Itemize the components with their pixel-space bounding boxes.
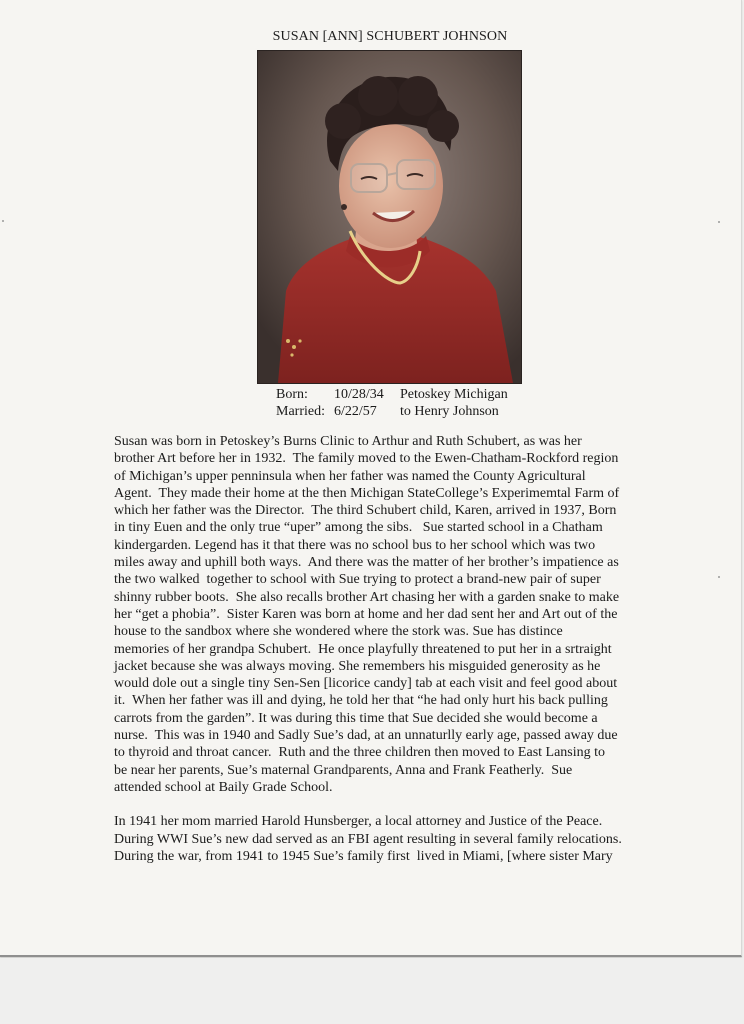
text-line: of Michigan’s upper penninsula when her father was named the County Agricultural xyxy=(114,468,586,484)
text-line: which her father was the Director. The third Schubert child, Karen, arrived in 1937, Born xyxy=(114,503,617,519)
text-line: carrots from the garden”. It was during this time that Sue decided she would become a xyxy=(114,710,598,726)
portrait-photo xyxy=(257,50,522,384)
text-line: attended school at Baily Grade School. xyxy=(114,779,333,795)
text-line: be near her parents, Sue’s maternal Grandparents, Anna and Frank Featherly. Sue xyxy=(114,762,573,778)
text-line: would dole out a single tiny Sen-Sen [licorice candy] tab at each visit and feel good about xyxy=(114,676,618,692)
fact-born xyxy=(276,386,508,403)
text-line: jacket because she was always moving. She remembers his misguided generosity as he xyxy=(114,658,601,674)
text-line: shinny rubber boots. She also recalls brother Art chasing her with a garden snake to make xyxy=(114,589,620,605)
text-line: Agent. They made their home at the then Michigan StateCollege’s Experimemtal Farm of xyxy=(114,485,620,501)
text-line: In 1941 her mom married Harold Hunsberger, a local attorney and Justice of the Peace. xyxy=(114,814,603,830)
text-line: memories of her grandpa Schubert. He once playfully threatened to put her in a srtraight xyxy=(114,641,612,657)
text-line: brother Art before her in 1932. The family moved to the Ewen-Chatham-Rockford region xyxy=(114,451,619,467)
scan-speck xyxy=(718,576,720,578)
fact-label: Married: xyxy=(276,404,325,419)
fact-date: 6/22/57 xyxy=(334,404,377,419)
fact-label: Born: xyxy=(276,387,308,402)
paragraph-2 xyxy=(114,813,654,865)
text-line: miles away and uphill both ways. And there was the matter of her brother’s impatience as xyxy=(114,555,619,571)
text-line: it. When her father was ill and dying, he told her that “he had only hurt his back pulling xyxy=(114,693,608,709)
paragraph-1 xyxy=(114,433,654,796)
page-title: SUSAN [ANN] SCHUBERT JOHNSON xyxy=(272,29,508,44)
text-line: in tiny Euen and the only true “uper” among the sibs. Sue started school in a Chatham xyxy=(114,520,603,536)
text-line: to thyroid and throat cancer. Ruth and the three children then moved to East Lansing to xyxy=(114,745,606,761)
scanner-bed xyxy=(0,958,744,1024)
text-line: Susan was born in Petoskey’s Burns Clinic to Arthur and Ruth Schubert, as was her xyxy=(114,434,582,449)
vital-facts xyxy=(276,386,508,420)
biography-text xyxy=(114,433,654,865)
text-line: During the war, from 1941 to 1945 Sue’s family first lived in Miami, [where sister Mary xyxy=(114,848,613,864)
text-line: During WWI Sue’s new dad served as an FBI agent resulting in several family relocations. xyxy=(114,831,622,847)
text-line: the two walked together to school with Sue trying to protect a brand-new pair of super xyxy=(114,572,601,588)
text-line: nurse. This was in 1940 and Sadly Sue’s dad, at an unnaturlly early age, passed away due xyxy=(114,728,618,744)
scan-speck xyxy=(718,221,720,223)
scan-speck xyxy=(2,220,4,222)
text-line: kindergarden. Legend has it that there was no school bus to her school which was two xyxy=(114,537,596,553)
text-line: her “get a phobia”. Sister Karen was born at home and her dad sent her and Art out of the xyxy=(114,606,618,622)
fact-date: 10/28/34 xyxy=(334,387,384,402)
fact-married xyxy=(276,403,508,420)
text-line: house to the sandbox where she wondered where the stork was. Sue has distince xyxy=(114,624,563,640)
fact-detail: Petoskey Michigan xyxy=(400,387,508,402)
fact-detail: to Henry Johnson xyxy=(400,404,499,419)
